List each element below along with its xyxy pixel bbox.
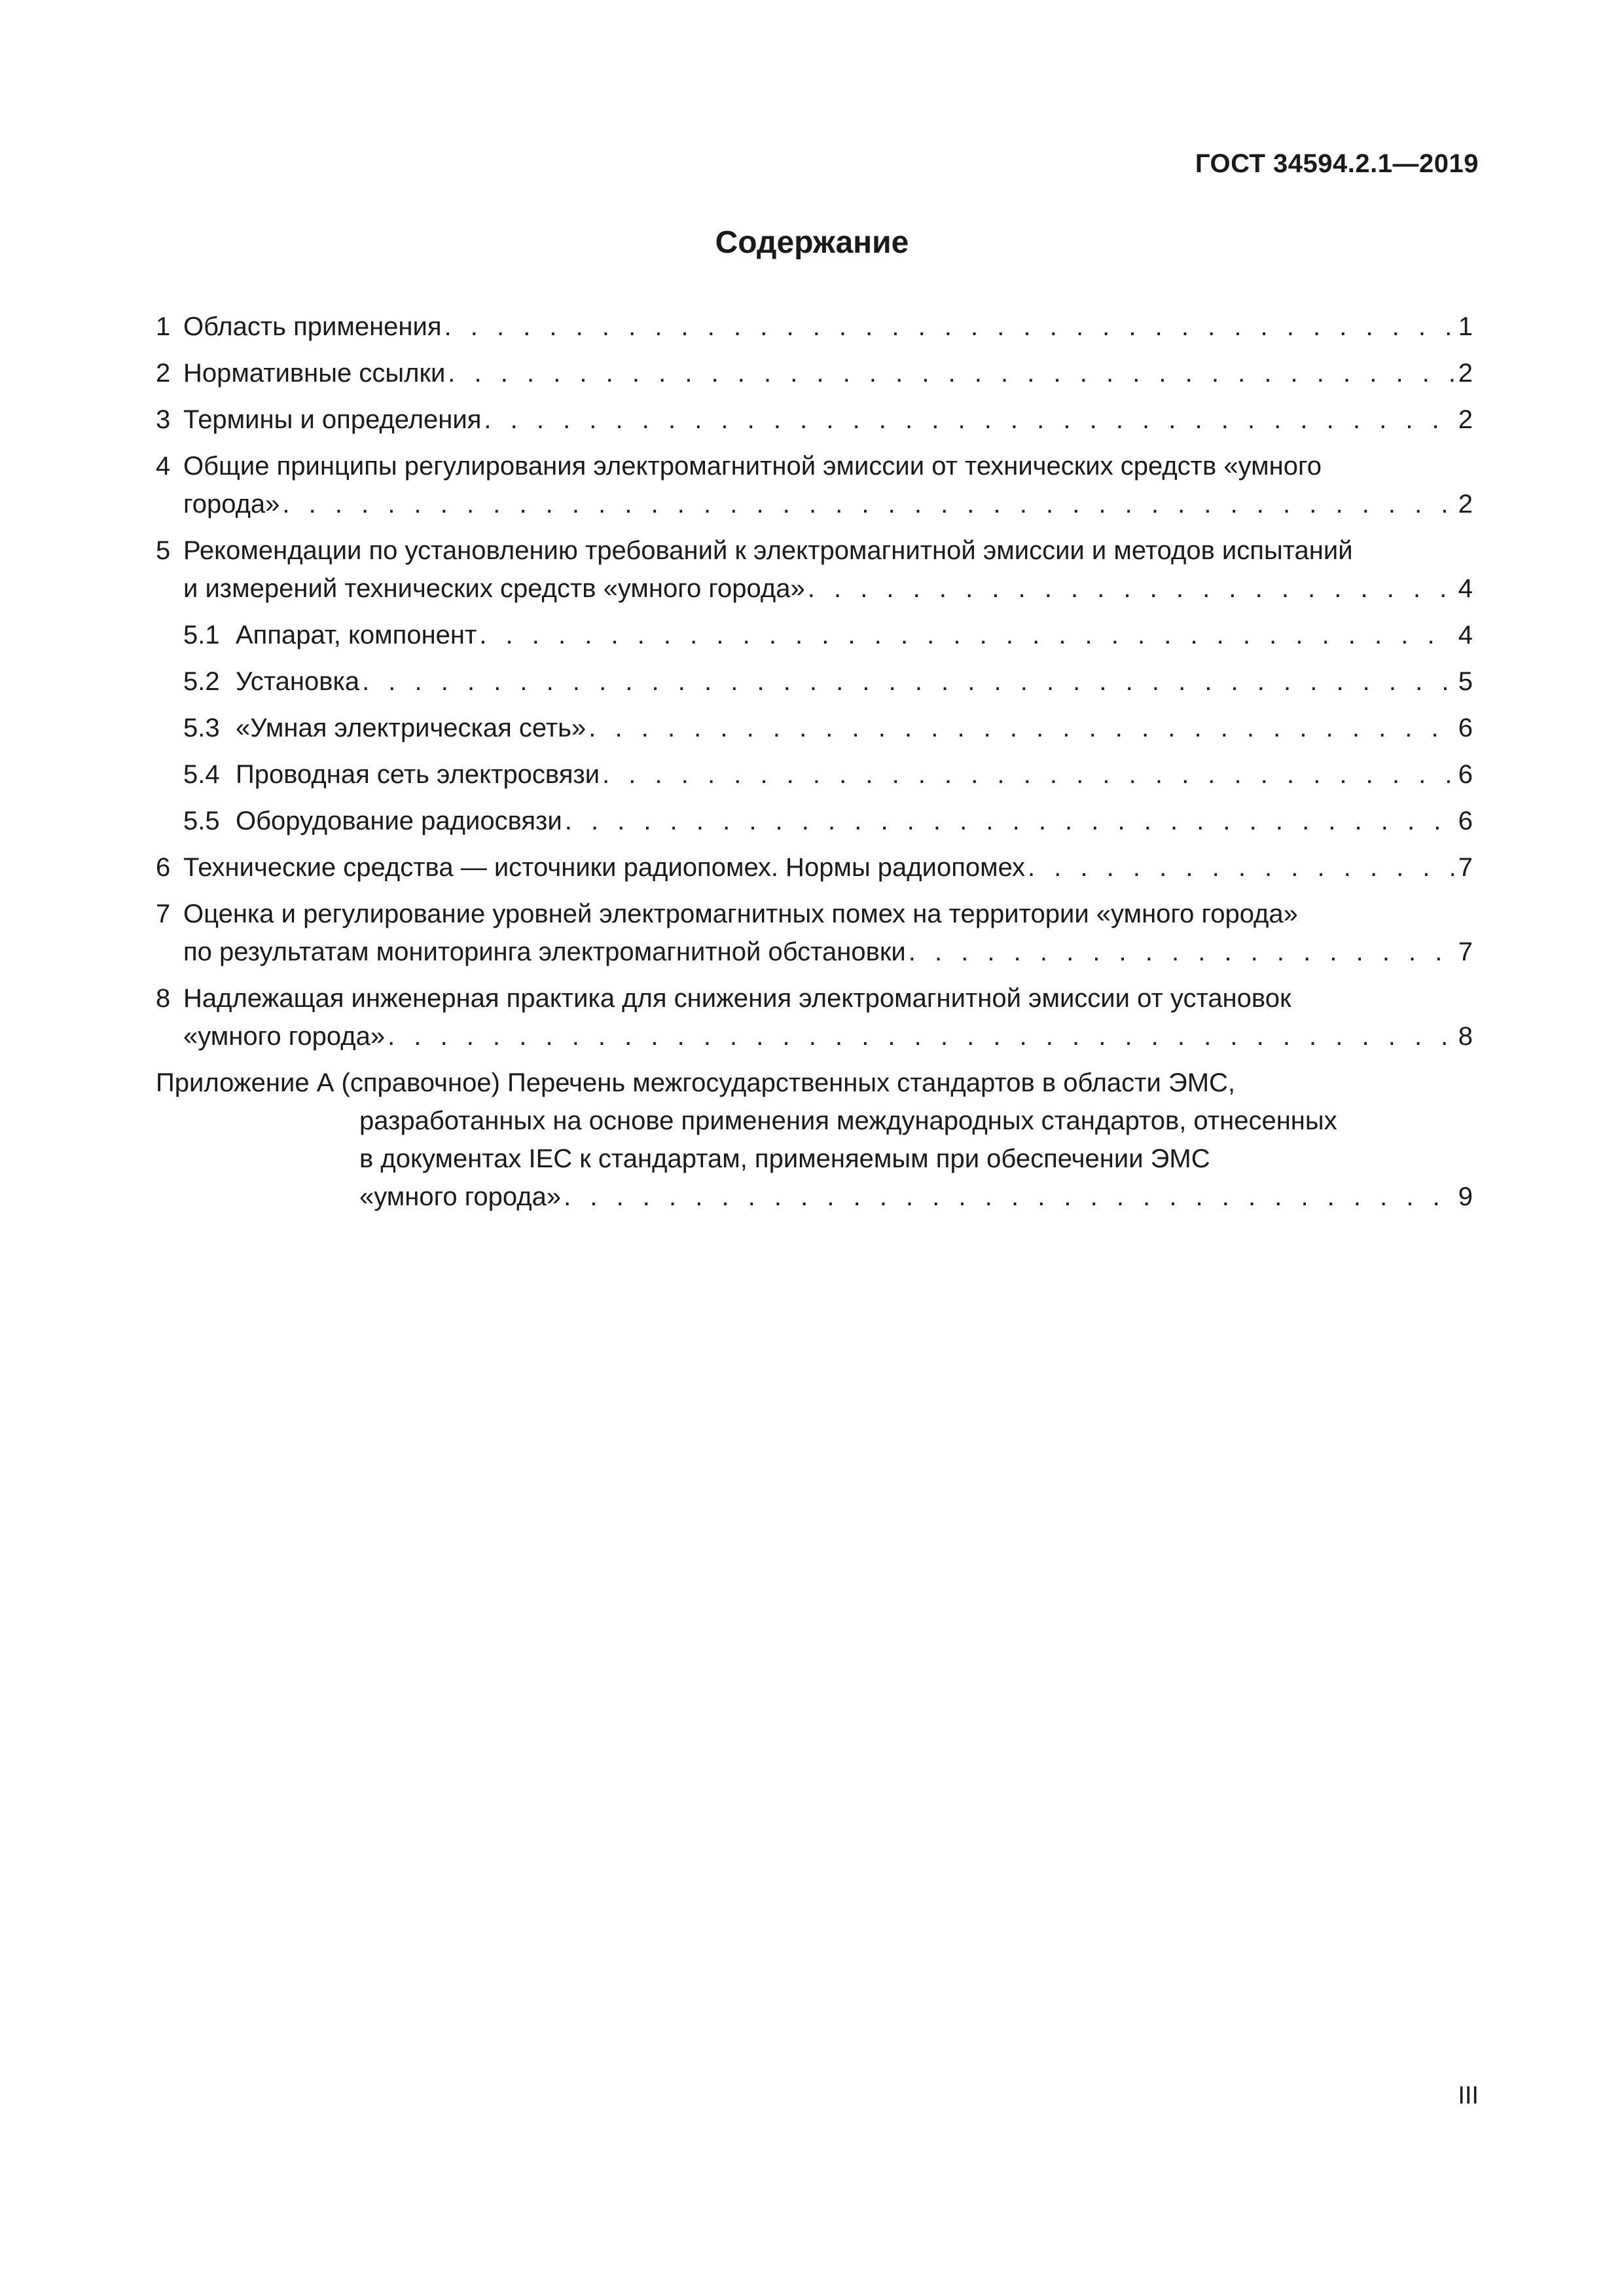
toc-entry-number: 5.3 xyxy=(183,714,220,742)
toc-entry-text: города» xyxy=(183,490,280,519)
toc-entry-text: Термины и определения xyxy=(183,405,482,434)
toc-entry-number: 3 xyxy=(156,405,171,434)
toc-entry-page: 6 xyxy=(1458,807,1473,835)
toc-entry-7[interactable] xyxy=(156,895,1473,971)
toc-entry-page: 8 xyxy=(1458,1022,1473,1051)
toc-entry-number: 5.4 xyxy=(183,760,220,789)
dot-leader xyxy=(562,802,1454,840)
dot-leader xyxy=(805,570,1454,608)
annex-text: разработанных на основе применения международных стандартов, отнесенных xyxy=(359,1106,1337,1135)
annex-text: в документах IEC к стандартам, применяемым при обеспечении ЭМС xyxy=(359,1144,1210,1173)
toc-entry-number: 7 xyxy=(156,900,171,928)
toc-entry-text: «Умная электрическая сеть» xyxy=(236,714,586,742)
toc-title: Содержание xyxy=(715,225,909,260)
toc-entry-1[interactable] xyxy=(156,308,1473,346)
toc-entry-text: Надлежащая инженерная практика для снижения электромагнитной эмиссии от установок xyxy=(183,984,1291,1013)
toc-entry-4[interactable] xyxy=(156,447,1473,523)
toc-entry-text: Область применения xyxy=(183,312,442,341)
toc-entry-text: Оборудование радиосвязи xyxy=(236,807,562,835)
toc-entry-text: Оценка и регулирование уровней электромагнитных помех на территории «умного города» xyxy=(183,900,1298,928)
toc-entry-number: 4 xyxy=(156,452,171,481)
toc-entry-5-4[interactable] xyxy=(156,756,1473,793)
toc-entry-5-5[interactable] xyxy=(156,802,1473,840)
dot-leader xyxy=(906,933,1454,971)
document-code: ГОСТ 34594.2.1—2019 xyxy=(1195,149,1479,178)
toc-entry-text: по результатам мониторинга электромагнитной обстановки xyxy=(183,938,906,966)
dot-leader xyxy=(477,616,1454,654)
dot-leader xyxy=(445,354,1454,392)
toc-entry-text: Установка xyxy=(236,667,360,696)
dot-leader xyxy=(385,1017,1454,1055)
toc-entry-text: «умного города» xyxy=(183,1022,386,1051)
toc-entry-page: 2 xyxy=(1458,405,1473,434)
toc-entry-page: 2 xyxy=(1458,359,1473,388)
toc-entry-page: 9 xyxy=(1458,1182,1473,1211)
toc-entry-number: 5.5 xyxy=(183,807,220,835)
toc-entry-page: 7 xyxy=(1458,938,1473,966)
dot-leader xyxy=(359,663,1454,701)
toc-entry-number: 8 xyxy=(156,984,171,1013)
annex-text: «умного города» xyxy=(359,1182,562,1211)
toc-entry-number: 5.1 xyxy=(183,621,220,649)
toc-entry-page: 4 xyxy=(1458,621,1473,649)
toc-entry-3[interactable] xyxy=(156,401,1473,439)
toc-entry-5-2[interactable] xyxy=(156,663,1473,701)
toc-entry-text: Аппарат, компонент xyxy=(236,621,477,649)
annex-heading: Приложение А (справочное) Перечень межгосударственных стандартов в области ЭМС, xyxy=(156,1068,1236,1097)
toc-entry-5-3[interactable] xyxy=(156,709,1473,747)
dot-leader xyxy=(600,756,1454,793)
toc-entry-text: Проводная сеть электросвязи xyxy=(236,760,600,789)
toc-entry-number: 5 xyxy=(156,536,171,565)
toc-entry-text: Нормативные ссылки xyxy=(183,359,446,388)
toc-entry-2[interactable] xyxy=(156,354,1473,392)
dot-leader xyxy=(586,709,1454,747)
toc-entry-page: 2 xyxy=(1458,490,1473,519)
table-of-contents xyxy=(156,308,1473,1224)
dot-leader xyxy=(481,401,1454,439)
toc-entry-number: 1 xyxy=(156,312,171,341)
toc-entry-6[interactable] xyxy=(156,848,1473,886)
toc-entry-text: Общие принципы регулирования электромагнитной эмиссии от технических средств «умного xyxy=(183,452,1322,481)
toc-entry-number: 5.2 xyxy=(183,667,220,696)
toc-entry-text: и измерений технических средств «умного города» xyxy=(183,574,805,603)
dot-leader xyxy=(442,308,1454,346)
toc-entry-5[interactable] xyxy=(156,532,1473,608)
toc-entry-8[interactable] xyxy=(156,979,1473,1055)
toc-entry-annex-a[interactable] xyxy=(156,1064,1473,1216)
toc-entry-text: Рекомендации по установлению требований к электромагнитной эмиссии и методов испытаний xyxy=(183,536,1353,565)
toc-entry-page: 1 xyxy=(1458,312,1473,341)
toc-entry-page: 5 xyxy=(1458,667,1473,696)
page-number: III xyxy=(1458,2082,1479,2109)
toc-entry-number: 6 xyxy=(156,853,171,882)
toc-entry-text: Технические средства — источники радиопомех. Нормы радиопомех xyxy=(183,853,1025,882)
toc-entry-page: 7 xyxy=(1458,853,1473,882)
toc-entry-page: 4 xyxy=(1458,574,1473,603)
dot-leader xyxy=(280,485,1454,523)
toc-entry-number: 2 xyxy=(156,359,171,388)
toc-entry-5-1[interactable] xyxy=(156,616,1473,654)
toc-entry-page: 6 xyxy=(1458,714,1473,742)
toc-entry-page: 6 xyxy=(1458,760,1473,789)
dot-leader xyxy=(1025,848,1454,886)
dot-leader xyxy=(561,1178,1454,1216)
